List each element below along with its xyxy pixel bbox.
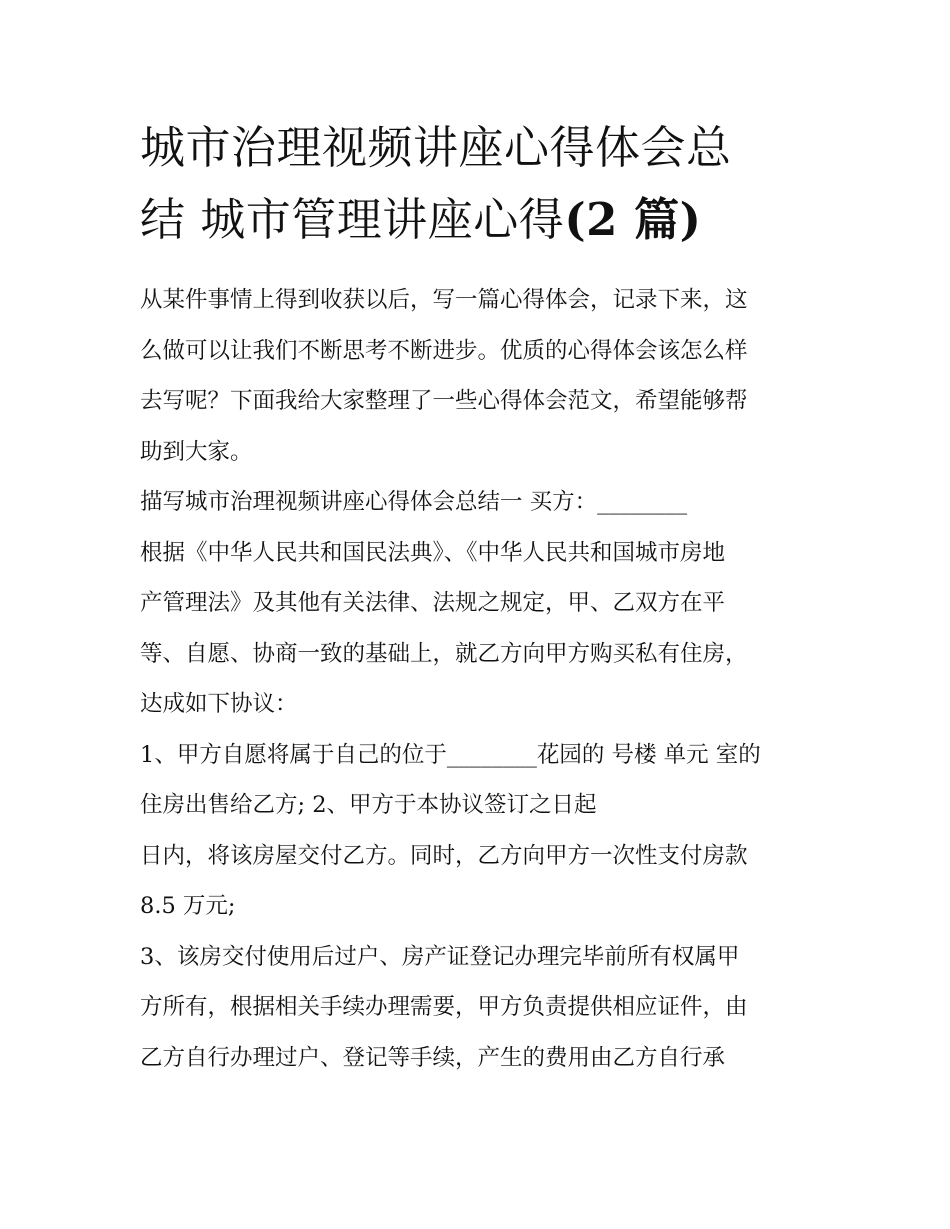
title-count-unit: 篇 xyxy=(634,193,680,246)
title-count-space xyxy=(618,193,634,246)
body-line: 1、甲方自愿将属于自己的位于________花园的 号楼 单元 室的 xyxy=(140,741,761,768)
title-line-2 xyxy=(140,184,820,256)
document-body xyxy=(140,275,820,1083)
body-line: 么做可以让我们不断思考不断进步。优质的心得体会该怎么样 xyxy=(140,337,748,364)
body-line: 日内，将该房屋交付乙方。同时，乙方向甲方一次性支付房款 xyxy=(140,842,748,869)
body-line: 产管理法》及其他有关法律、法规之规定，甲、乙双方在平 xyxy=(140,590,726,616)
title-line-1: 城市治理视频讲座心得体会总 xyxy=(140,121,732,174)
body-line: 从某件事情上得到收获以后，写一篇心得体会，记录下来，这 xyxy=(140,287,748,313)
body-line: 达成如下协议： xyxy=(140,691,298,717)
body-line: 方所有，根据相关手续办理需要，甲方负责提供相应证件，由 xyxy=(140,994,748,1020)
document-title xyxy=(140,112,820,256)
body-line: 住房出售给乙方; 2、甲方于本协议签订之日起 xyxy=(140,792,597,818)
title-line-2-text: 结 城市管理讲座心得 xyxy=(140,193,565,246)
body-line: 去写呢？下面我给大家整理了一些心得体会范文，希望能够帮 xyxy=(140,388,748,414)
title-count-close: ) xyxy=(679,193,702,246)
body-line: 等、自愿、协商一致的基础上，就乙方向甲方购买私有住房， xyxy=(140,640,748,667)
body-line: 助到大家。 xyxy=(140,438,253,465)
body-line: 3、该房交付使用后过户、房产证登记办理完毕前所有权属甲 xyxy=(140,943,740,970)
body-line: 根据《中华人民共和国民法典》、《中华人民共和国城市房地 xyxy=(140,539,726,566)
body-line: 8.5 万元; xyxy=(140,893,236,919)
body-line: 乙方自行办理过户、登记等手续，产生的费用由乙方自行承 xyxy=(140,1044,726,1071)
title-count-open: (2 xyxy=(564,193,618,246)
body-line: 描写城市治理视频讲座心得体会总结一 买方：________ xyxy=(140,489,688,515)
